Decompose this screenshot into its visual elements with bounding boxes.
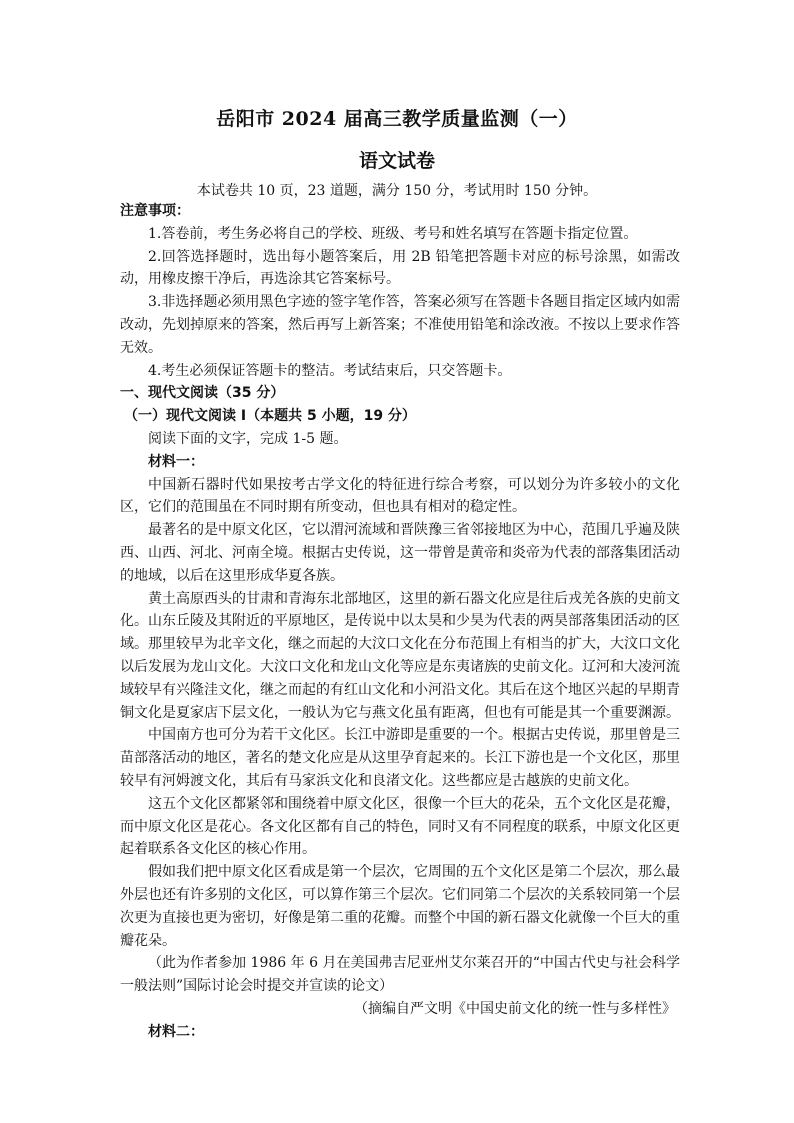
exam-content — [120, 200, 680, 1043]
notice-item-3: 3.非选择题必须用黑色字迹的签字笔作答，答案必须写在答题卡各题目指定区域内如需改动，先划掉原来的答案，然后再写上新答案；不准使用铅笔和涂改液。不按以上要求作答无效。 — [120, 294, 680, 356]
passage-paragraph: 假如我们把中原文化区看成是第一个层次，它周围的五个文化区是第二个层次，那么最外层也还有许多别的文化区，可以算作第三个层次。它们同第二个层次的关系较同第一个层次更为直接也更为密切，好像是第二重的花瓣。而整个中国的新石器文化就像一个巨大的重瓣花朵。 — [120, 864, 680, 949]
notice-heading: 注意事项： — [120, 203, 190, 219]
material-1-label: 材料一： — [148, 453, 204, 470]
notice-item-1: 1.答卷前，考生务必将自己的学校、班级、考号和姓名填写在答题卡指定位置。 — [148, 225, 638, 242]
page-subtitle: 语文试卷 — [358, 150, 435, 172]
exam-info: 本试卷共 10 页，23 道题，满分 150 分，考试用时 150 分钟。 — [196, 183, 598, 199]
passage-paragraph: 最著名的是中原文化区，它以渭河流域和晋陕豫三省邻接地区为中心，范围几乎遍及陕西、山西、河北、河南全境。根据古史传说，这一带曾是黄帝和炎帝为代表的部落集团活动的地域，以后在这里形成华夏各族。 — [120, 522, 680, 584]
passage-paragraph: 中国新石器时代如果按考古学文化的特征进行综合考察，可以划分为许多较小的文化区，它们的范围虽在不同时期有所变动，但也具有相对的稳定性。 — [120, 476, 680, 516]
passage-paragraph: 这五个文化区都紧邻和围绕着中原文化区，很像一个巨大的花朵，五个文化区是花瓣，而中原文化区是花心。各文化区都有自己的特色，同时又有不同程度的联系，中原文化区更起着联系各文化区的核心作用。 — [120, 795, 680, 858]
section-heading: 一、现代文阅读（35 分） — [120, 385, 285, 402]
passage-paragraph: 黄土高原西头的甘肃和青海东北部地区，这里的新石器文化应是往后戎羌各族的史前文化。山东丘陵及其附近的平原地区，是传说中以太昊和少昊为代表的两昊部落集团活动的区域。那里较早为北辛文化，继之而起的大汶口文化在分布范围上有相当的扩大，大汶口文化以后发展为龙山文化。大汶口文化和龙山文化等应是东夷诸族的史前文化。辽河和大凌河流域较早有兴隆洼文化，继之而起的有红山文化和小河沿文化。其后在这个地区兴起的早期青铜文化是夏家店下层文化，一般认为它与燕文化虽有距离，但也有可能是其一个重要渊源。 — [120, 590, 680, 721]
passage-note: （此为作者参加 1986 年 6 月在美国弗吉尼亚州艾尔莱召开的“中国古代史与社会科学一般法则”国际讨论会时提交并宣读的论文） — [120, 955, 680, 995]
page-title: 岳阳市 2024 届高三教学质量监测（一） — [216, 108, 578, 130]
reading-instruction: 阅读下面的文字，完成 1-5 题。 — [148, 430, 348, 447]
notice-item-2: 2.回答选择题时，选出每小题答案后，用 2B 铅笔把答题卡对应的标号涂黑，如需改动，用橡皮擦干净后，再选涂其它答案标号。 — [120, 248, 680, 288]
subsection-heading: （一）现代文阅读 I（本题共 5 小题，19 分） — [124, 408, 416, 425]
passage-paragraph: 中国南方也可分为若干文化区。长江中游即是重要的一个。根据古史传说，那里曾是三苗部落活动的地区，著名的楚文化应是从这里孕育起来的。长江下游也是一个文化区，那里较早有河姆渡文化，其后有马家浜文化和良渚文化。这些都应是古越族的史前文化。 — [120, 727, 680, 789]
material-2-label: 材料二： — [148, 1023, 204, 1040]
notice-item-4: 4.考生必须保证答题卡的整洁。考试结束后，只交答题卡。 — [148, 362, 512, 379]
passage-source: （摘编自严文明《中国史前文化的统一性与多样性》 — [354, 1000, 676, 1017]
